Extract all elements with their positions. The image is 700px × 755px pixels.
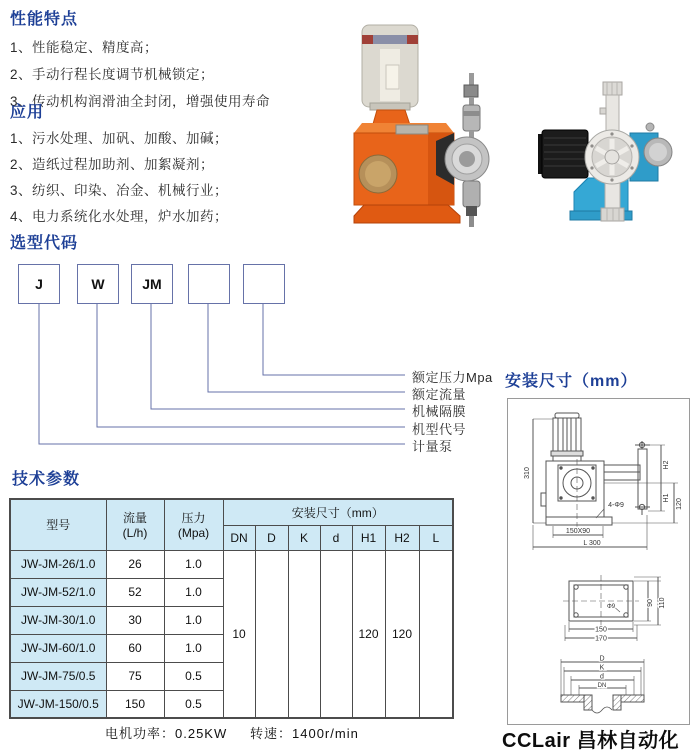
table-row (10, 550, 453, 578)
applications-section (10, 99, 228, 230)
dim-flange-K: K (599, 664, 605, 672)
dim-h2: H2 (663, 460, 670, 470)
col-header-flow-line1: 流量 (122, 511, 147, 526)
application-item: 2、造纸过程加助剂、加絮凝剂； (10, 157, 215, 172)
cell-pressure: 1.0 (164, 550, 223, 578)
dim-plate-150: 150 (595, 626, 607, 634)
col-header-H2: H2 (385, 525, 419, 550)
cell-dim-H2: 120 (385, 550, 419, 718)
col-header-K: K (288, 525, 320, 550)
install-dims-drawing (508, 399, 687, 722)
cell-model: JW-JM-75/0.5 (10, 662, 106, 690)
dim-plate-90: 90 (647, 599, 654, 607)
selection-code-box-3: JM (131, 264, 173, 304)
dim-310: 310 (524, 467, 531, 479)
blue-diaphragm-pump-photo (530, 78, 690, 228)
orange-metering-pump-photo (350, 15, 500, 230)
cell-pressure: 0.5 (164, 690, 223, 718)
selection-label-model-code: 机型代号 (412, 422, 467, 437)
brand-logo: CCLair 昌林自动化 (502, 730, 680, 752)
cell-dim-L (419, 550, 453, 718)
features-heading: 性能特点 (10, 11, 79, 28)
cell-model: JW-JM-150/0.5 (10, 690, 106, 718)
col-header-flow (106, 499, 164, 550)
install-dims-heading: 安装尺寸（mm） (505, 373, 638, 390)
dim-120: 120 (676, 498, 683, 510)
col-header-H1: H1 (352, 525, 385, 550)
application-item: 1、污水处理、加矾、加酸、加碱； (10, 131, 229, 146)
cell-dim-D (255, 550, 288, 718)
dim-4-phi9: 4-Φ9 (608, 502, 624, 509)
application-item: 3、纺织、印染、冶金、机械行业； (10, 183, 229, 198)
feature-item: 3、传动机构润滑油全封闭，增强使用寿命 (10, 94, 271, 109)
dim-plate-170: 170 (595, 635, 607, 643)
dim-h1: H1 (663, 493, 670, 503)
dim-flange-D: D (599, 655, 605, 663)
dim-150x90: 150X90 (565, 528, 591, 535)
cell-flow: 60 (106, 634, 164, 662)
cell-pressure: 1.0 (164, 634, 223, 662)
col-header-d: d (320, 525, 352, 550)
feature-item: 2、手动行程长度调节机械锁定； (10, 67, 215, 82)
col-header-pressure-line2: (Mpa) (177, 526, 210, 541)
col-header-install-dims: 安装尺寸（mm） (223, 499, 453, 525)
selection-label-rated-pressure: 额定压力Mpa (412, 370, 493, 385)
selection-code-connector-lines (0, 255, 450, 455)
feature-item: 1、性能稳定、精度高； (10, 40, 159, 55)
col-header-D: D (255, 525, 288, 550)
selection-code-box-1: J (18, 264, 60, 304)
dim-flange-d: d (600, 673, 604, 681)
cell-model: JW-JM-30/1.0 (10, 606, 106, 634)
selection-code-heading: 选型代码 (10, 235, 79, 252)
dim-plate-hole: Φ9 (606, 604, 616, 610)
dim-flange-DN: DN (597, 683, 607, 689)
cell-model: JW-JM-52/1.0 (10, 578, 106, 606)
cell-flow: 26 (106, 550, 164, 578)
selection-label-rated-flow: 额定流量 (412, 387, 467, 402)
cell-pressure: 1.0 (164, 578, 223, 606)
cell-model: JW-JM-60/1.0 (10, 634, 106, 662)
tech-params-table (9, 498, 454, 719)
cell-model: JW-JM-26/1.0 (10, 550, 106, 578)
dim-l300: L 300 (583, 540, 601, 547)
cell-pressure: 0.5 (164, 662, 223, 690)
selection-code-box-2: W (77, 264, 119, 304)
col-header-model: 型号 (10, 499, 106, 550)
col-header-DN: DN (223, 525, 255, 550)
col-header-L: L (419, 525, 453, 550)
selection-label-mech-diaphragm: 机械隔膜 (412, 404, 467, 419)
motor-power-note: 电机功率：0.25KW (105, 726, 228, 741)
tech-params-heading: 技术参数 (12, 471, 81, 488)
col-header-pressure (164, 499, 223, 550)
selection-label-metering-pump: 计量泵 (412, 439, 453, 454)
cell-pressure: 1.0 (164, 606, 223, 634)
cell-flow: 30 (106, 606, 164, 634)
col-header-pressure-line1: 压力 (181, 511, 206, 526)
speed-note: 转速：1400r/min (250, 726, 359, 741)
cell-dim-H1: 120 (352, 550, 385, 718)
col-header-flow-line2: (L/h) (122, 526, 148, 541)
cell-dim-d (320, 550, 352, 718)
cell-flow: 150 (106, 690, 164, 718)
cell-dim-DN: 10 (223, 550, 255, 718)
dim-plate-110: 110 (659, 597, 666, 609)
install-dims-diagram-box (507, 398, 690, 725)
cell-dim-K (288, 550, 320, 718)
application-item: 4、电力系统化水处理，炉水加药； (10, 209, 229, 224)
cell-flow: 75 (106, 662, 164, 690)
cell-flow: 52 (106, 578, 164, 606)
applications-heading: 应用 (10, 104, 45, 121)
